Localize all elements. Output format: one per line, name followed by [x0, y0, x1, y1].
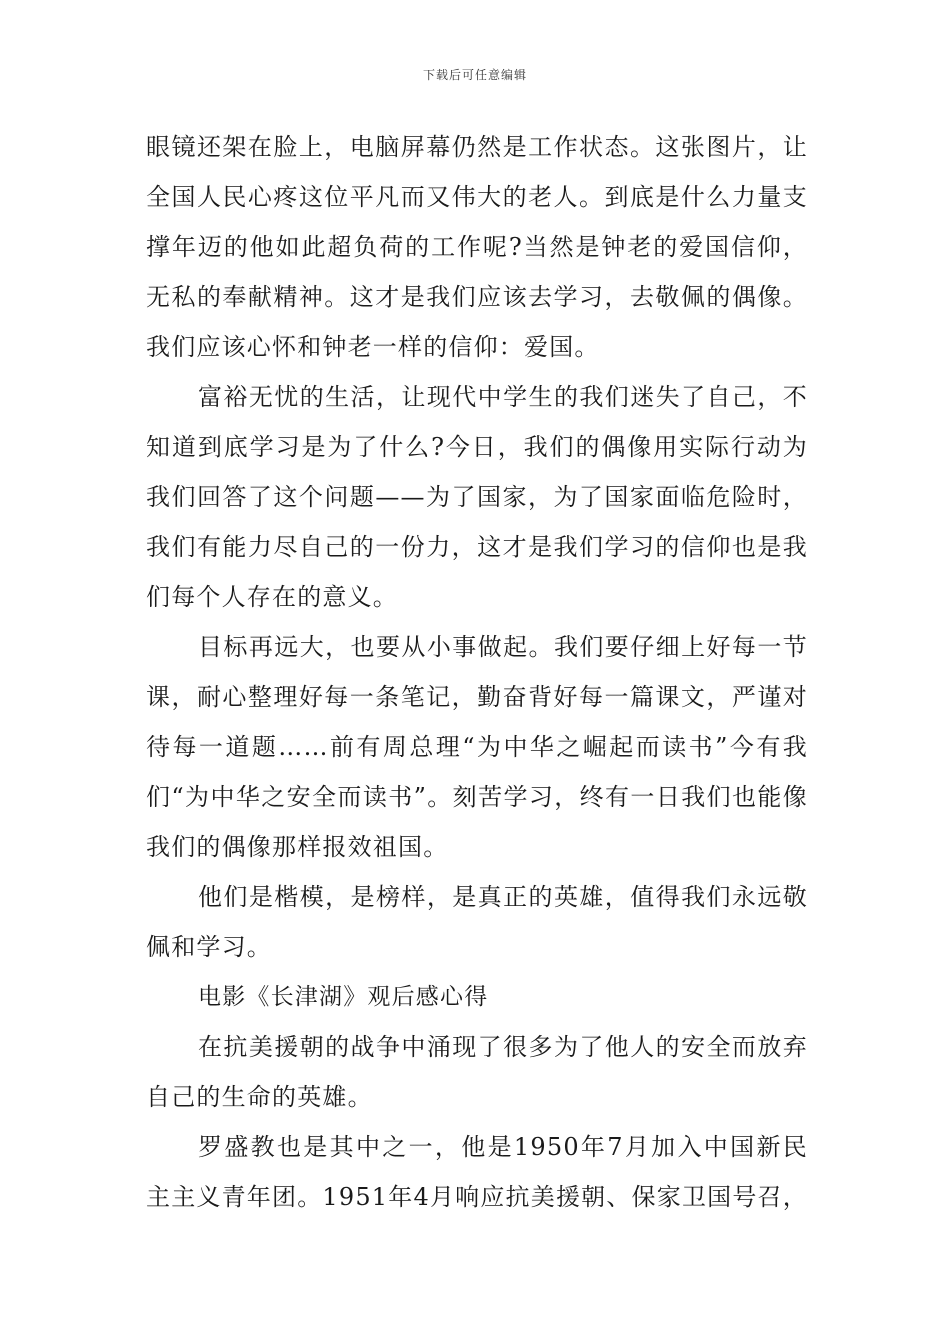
header-note: 下载后可任意编辑	[422, 68, 527, 82]
paragraph-luo-shengjiao: 罗盛教也是其中之一，他是1950年7月加入中国新民主主义青年团。1951年4月响应抗美援朝、保家卫国号召，	[146, 1133, 808, 1211]
paragraph-idol-belief: 眼镜还架在脸上，电脑屏幕仍然是工作状态。这张图片，让全国人民心疼这位平凡而又伟大的老人。到底是什么力量支撑年迈的他如此超负荷的工作呢?当然是钟老的爱国信仰，无私的奉献精神。这才是我们应该去学习，去敬佩的偶像。我们应该心怀和钟老一样的信仰：爱国。	[146, 133, 808, 361]
paragraph-study-purpose: 富裕无忧的生活，让现代中学生的我们迷失了自己，不知道到底学习是为了什么?今日，我们的偶像用实际行动为我们回答了这个问题——为了国家，为了国家面临危险时，我们有能力尽自己的一份力，这才是我们学习的信仰也是我们每个人存在的意义。	[146, 383, 808, 611]
paragraph-small-things: 目标再远大，也要从小事做起。我们要仔细上好每一节课，耐心整理好每一条笔记，勤奋背好每一篇课文，严谨对待每一道题……前有周总理“为中华之崛起而读书”今有我们“为中华之安全而读书”。刻苦学习，终有一日我们也能像我们的偶像那样报效祖国。	[146, 633, 808, 861]
section-heading: 电影《长津湖》观后感心得	[198, 984, 489, 1010]
paragraph-role-models: 他们是楷模，是榜样，是真正的英雄，值得我们永远敬佩和学习。	[146, 883, 808, 961]
paragraph-heroes: 在抗美援朝的战争中涌现了很多为了他人的安全而放弃自己的生命的英雄。	[146, 1033, 808, 1111]
body-text	[146, 122, 808, 1222]
